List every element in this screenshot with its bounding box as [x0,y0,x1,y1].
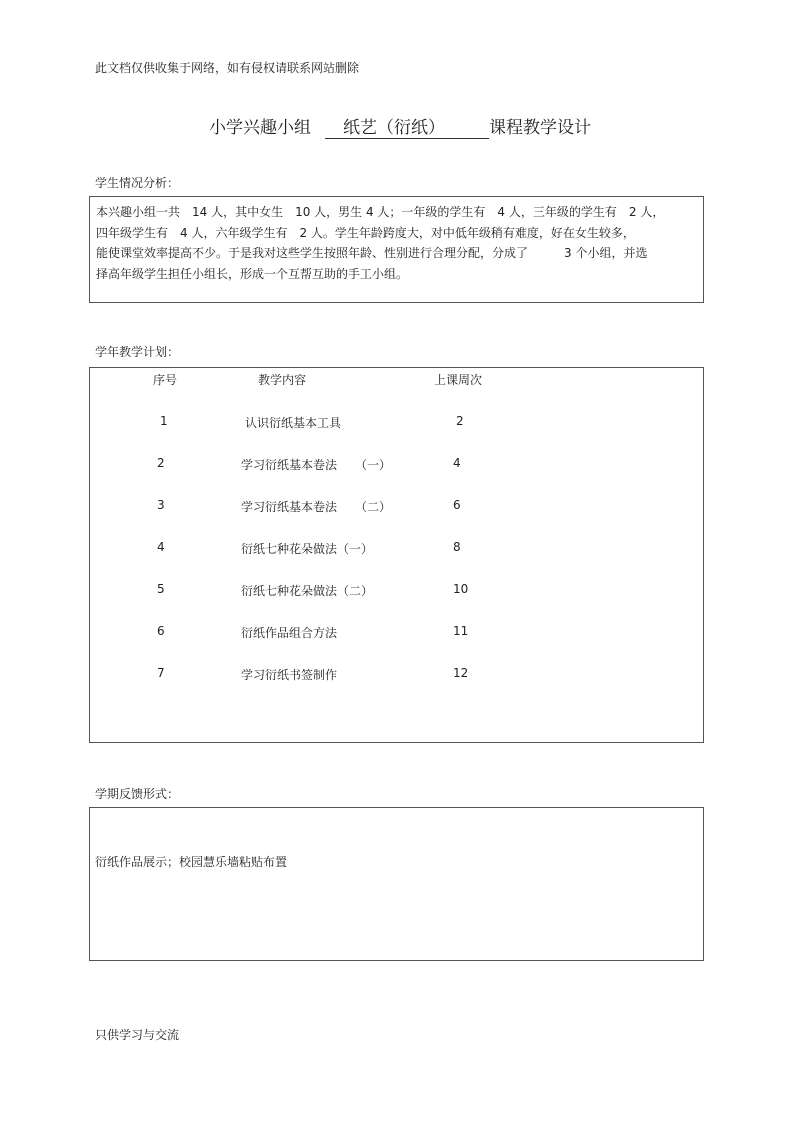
row-week: 8 [453,540,461,554]
row-content: 衍纸作品组合方法 [241,626,338,640]
row-content: 学习衍纸基本卷法 （二） [241,500,392,514]
row-content: 认识衍纸基本工具 [245,416,342,430]
row-content: 衍纸七种花朵做法（一） [241,542,374,556]
row-week: 2 [456,414,464,428]
row-number: 4 [157,540,165,554]
title-subject: 纸艺（衍纸） [343,118,445,138]
row-number: 2 [157,456,165,470]
title-prefix: 小学兴趣小组 [209,118,311,138]
row-week: 4 [453,456,461,470]
row-week: 12 [453,666,469,680]
footer-note: 只供学习与交流 [95,1028,180,1042]
feedback-label: 学期反馈形式： [95,787,180,801]
row-number: 7 [157,666,165,680]
row-week: 6 [453,498,461,512]
title-underline-right [445,120,489,139]
row-content: 学习衍纸基本卷法 （一） [241,458,392,472]
header-note: 此文档仅供收集于网络，如有侵权请联系网站删除 [95,61,360,75]
row-content: 衍纸七种花朵做法（二） [241,584,374,598]
title-suffix: 课程教学设计 [489,118,591,138]
page-title [0,113,800,139]
header-week: 上课周次 [434,373,483,387]
annual-plan-label: 学年教学计划： [95,345,180,359]
row-number: 3 [157,498,165,512]
row-week: 10 [453,582,469,596]
title-underline-left [325,120,343,139]
annual-plan-table [89,367,704,743]
row-week: 11 [453,624,469,638]
header-number: 序号 [153,373,178,387]
header-content: 教学内容 [258,373,307,387]
row-number: 6 [157,624,165,638]
row-number: 5 [157,582,165,596]
analysis-line: 本兴趣小组一共 14 人，其中女生 10 人，男生 4 人；一年级的学生有 4 人，三年级的学生有 2 人， [96,205,665,219]
analysis-line: 择高年级学生担任小组长，形成一个互帮互助的手工小组。 [96,266,409,281]
feedback-box [89,807,704,961]
row-number: 1 [160,414,168,428]
student-analysis-box [89,196,704,303]
analysis-line: 四年级学生有 4 人，六年级学生有 2 人。学生年龄跨度大，对中低年级稍有难度，好在女生较多， [96,225,635,240]
row-content: 学习衍纸书签制作 [241,668,338,682]
analysis-line: 能使课堂效率提高不少。于是我对这些学生按照年龄、性别进行合理分配，分成了 3 个小组，并选 [96,246,648,260]
feedback-text: 衍纸作品展示；校园慧乐墙粘贴布置 [95,855,288,869]
student-analysis-label: 学生情况分析： [95,176,180,190]
